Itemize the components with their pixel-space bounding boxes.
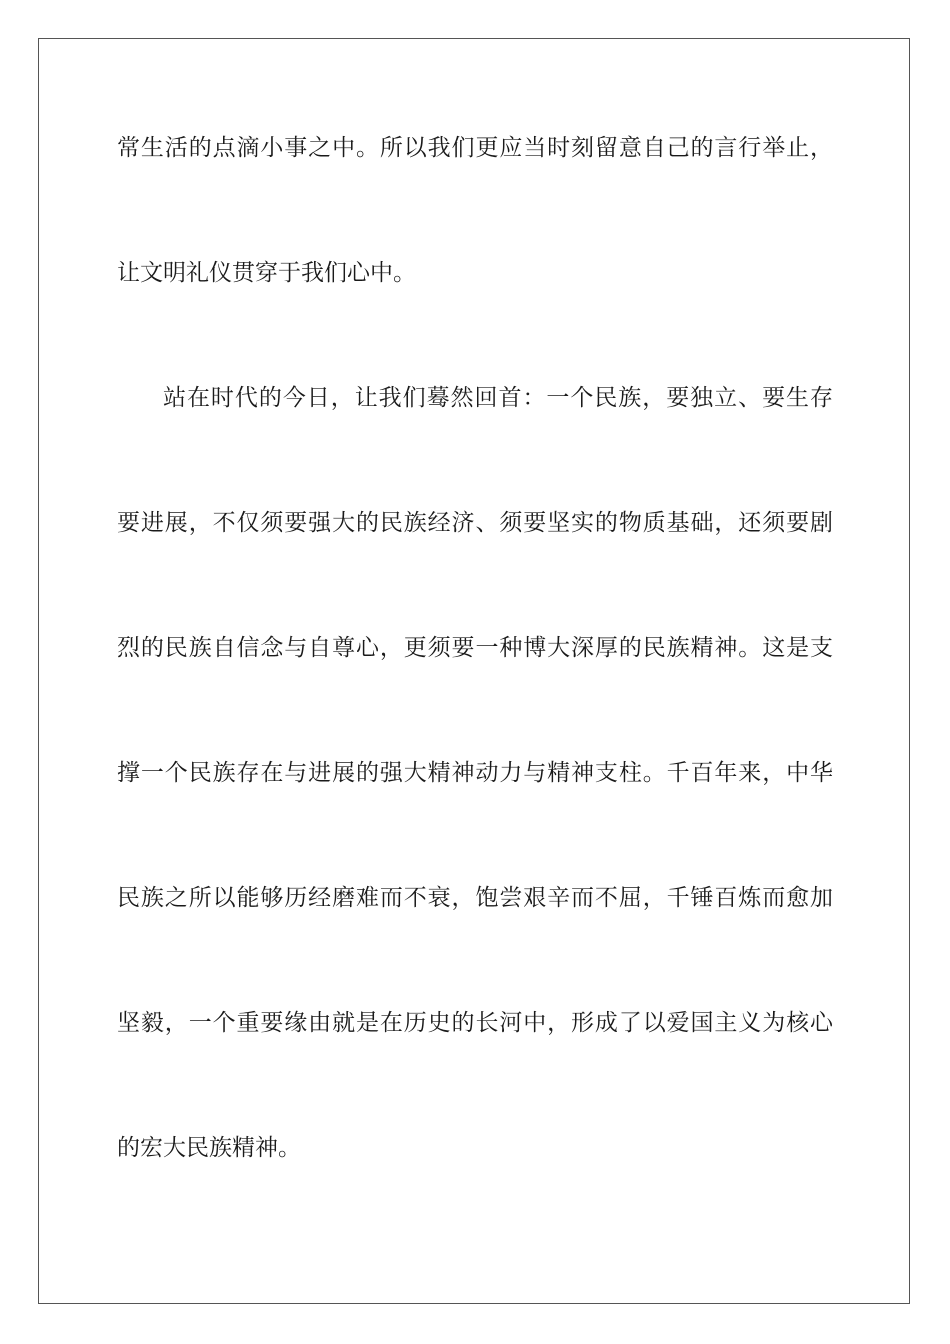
text-line: 烈的民族自信念与自尊心，更须要一种博大深厚的民族精神。这是支 [117, 635, 833, 661]
text-line: 要进展，不仅须要强大的民族经济、须要坚实的物质基础，还须要剧 [117, 510, 833, 536]
text-line: 常生活的点滴小事之中。所以我们更应当时刻留意自己的言行举止， [117, 135, 833, 161]
page-border [38, 38, 910, 1304]
text-line: 撑一个民族存在与进展的强大精神动力与精神支柱。千百年来，中华 [117, 760, 833, 786]
text-line: 让文明礼仪贯穿于我们心中。 [117, 260, 416, 286]
text-line: 坚毅，一个重要缘由就是在历史的长河中，形成了以爱国主义为核心 [117, 1010, 833, 1036]
text-line: 民族之所以能够历经磨难而不衰，饱尝艰辛而不屈，千锤百炼而愈加 [117, 885, 833, 911]
text-line: 的宏大民族精神。 [117, 1135, 301, 1161]
paragraph-first-line: 站在时代的今日，让我们蓦然回首：一个民族，要独立、要生存 [163, 385, 833, 411]
